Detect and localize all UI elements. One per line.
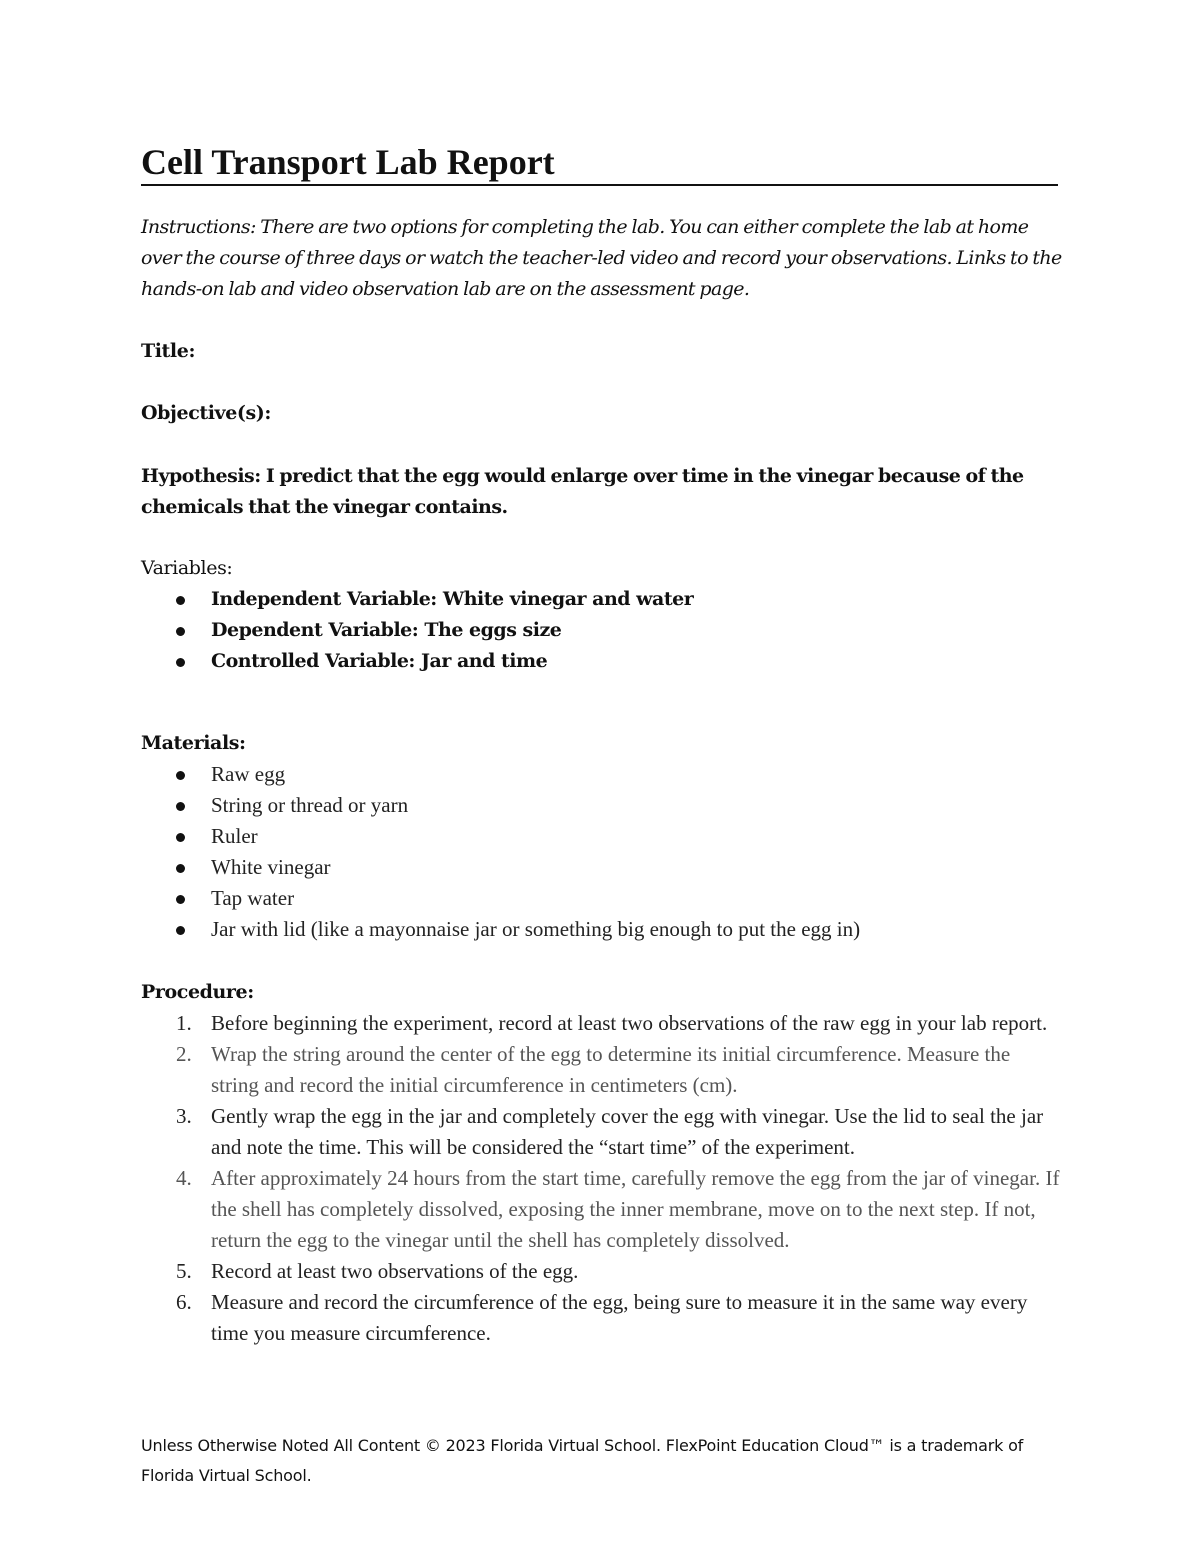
bullet-icon xyxy=(176,658,185,667)
list-item xyxy=(141,883,860,914)
copyright-footer: Unless Otherwise Noted All Content © 2023 Florida Virtual School. FlexPoint Education Cloud™ is a trademark of Florida Virtual School. xyxy=(141,1436,1024,1485)
list-item xyxy=(141,615,693,646)
step-number: 3. xyxy=(176,1104,192,1128)
hypothesis-text: Hypothesis: I predict that the egg would enlarge over time in the vinegar because of the chemicals that the vinegar contains. xyxy=(141,465,1024,518)
materials-label: Materials: xyxy=(141,732,246,754)
bullet-icon xyxy=(176,596,185,605)
bullet-icon xyxy=(176,926,185,935)
variable-text: Dependent Variable: The eggs size xyxy=(211,619,562,641)
title-label: Title: xyxy=(141,340,196,362)
objective-label: Objective(s): xyxy=(141,402,271,424)
procedure-label: Procedure: xyxy=(141,981,254,1003)
list-item xyxy=(141,759,860,790)
list-item xyxy=(141,821,860,852)
variables-list xyxy=(141,584,693,677)
variable-text: Independent Variable: White vinegar and water xyxy=(211,588,694,610)
material-text: White vinegar xyxy=(211,855,331,879)
material-text: Tap water xyxy=(211,886,295,910)
bullet-icon xyxy=(176,895,185,904)
step-text: Before beginning the experiment, record at least two observations of the raw egg in your lab report. xyxy=(211,1011,1048,1035)
procedure-step xyxy=(141,1008,1061,1039)
procedure-step xyxy=(141,1101,1061,1163)
list-item xyxy=(141,790,860,821)
instructions-text: Instructions: There are two options for completing the lab. You can either complete the lab at home over the course of three days or watch the teacher-led video and record your observations. Links to the hands-on lab and video observation lab are on the assessment page. xyxy=(141,216,1062,300)
step-text: Measure and record the circumference of the egg, being sure to measure it in the same way every time you measure circumference. xyxy=(211,1290,1028,1345)
step-number: 4. xyxy=(176,1166,192,1190)
list-item xyxy=(141,584,693,615)
step-text: Record at least two observations of the egg. xyxy=(211,1259,579,1283)
step-text: Gently wrap the egg in the jar and completely cover the egg with vinegar. Use the lid to seal the jar and note the time. This will be considered the “start time” of the experiment. xyxy=(211,1104,1044,1159)
procedure-step xyxy=(141,1287,1061,1349)
variable-text: Controlled Variable: Jar and time xyxy=(211,650,548,672)
step-number: 1. xyxy=(176,1011,192,1035)
bullet-icon xyxy=(176,771,185,780)
step-number: 2. xyxy=(176,1042,192,1066)
material-text: Raw egg xyxy=(211,762,286,786)
list-item xyxy=(141,646,693,677)
step-number: 5. xyxy=(176,1259,192,1283)
material-text: Jar with lid (like a mayonnaise jar or something big enough to put the egg in) xyxy=(211,917,861,941)
step-number: 6. xyxy=(176,1290,192,1314)
bullet-icon xyxy=(176,864,185,873)
bullet-icon xyxy=(176,833,185,842)
procedure-list xyxy=(141,1008,1061,1349)
bullet-icon xyxy=(176,627,185,636)
list-item xyxy=(141,914,860,945)
step-text: Wrap the string around the center of the egg to determine its initial circumference. Measure the string and record the initial circumference in centimeters (cm). xyxy=(211,1042,1011,1097)
materials-list xyxy=(141,759,860,945)
procedure-step xyxy=(141,1039,1061,1101)
procedure-step xyxy=(141,1256,1061,1287)
material-text: Ruler xyxy=(211,824,258,848)
step-text: After approximately 24 hours from the start time, carefully remove the egg from the jar of vinegar. If the shell has completely dissolved, exposing the inner membrane, move on to the next step. If not, return the egg to the vinegar until the shell has completely dissolved. xyxy=(211,1166,1060,1252)
list-item xyxy=(141,852,860,883)
variables-label: Variables: xyxy=(141,557,233,579)
page-title: Cell Transport Lab Report xyxy=(141,140,1058,186)
procedure-step xyxy=(141,1163,1061,1256)
bullet-icon xyxy=(176,802,185,811)
material-text: String or thread or yarn xyxy=(211,793,409,817)
